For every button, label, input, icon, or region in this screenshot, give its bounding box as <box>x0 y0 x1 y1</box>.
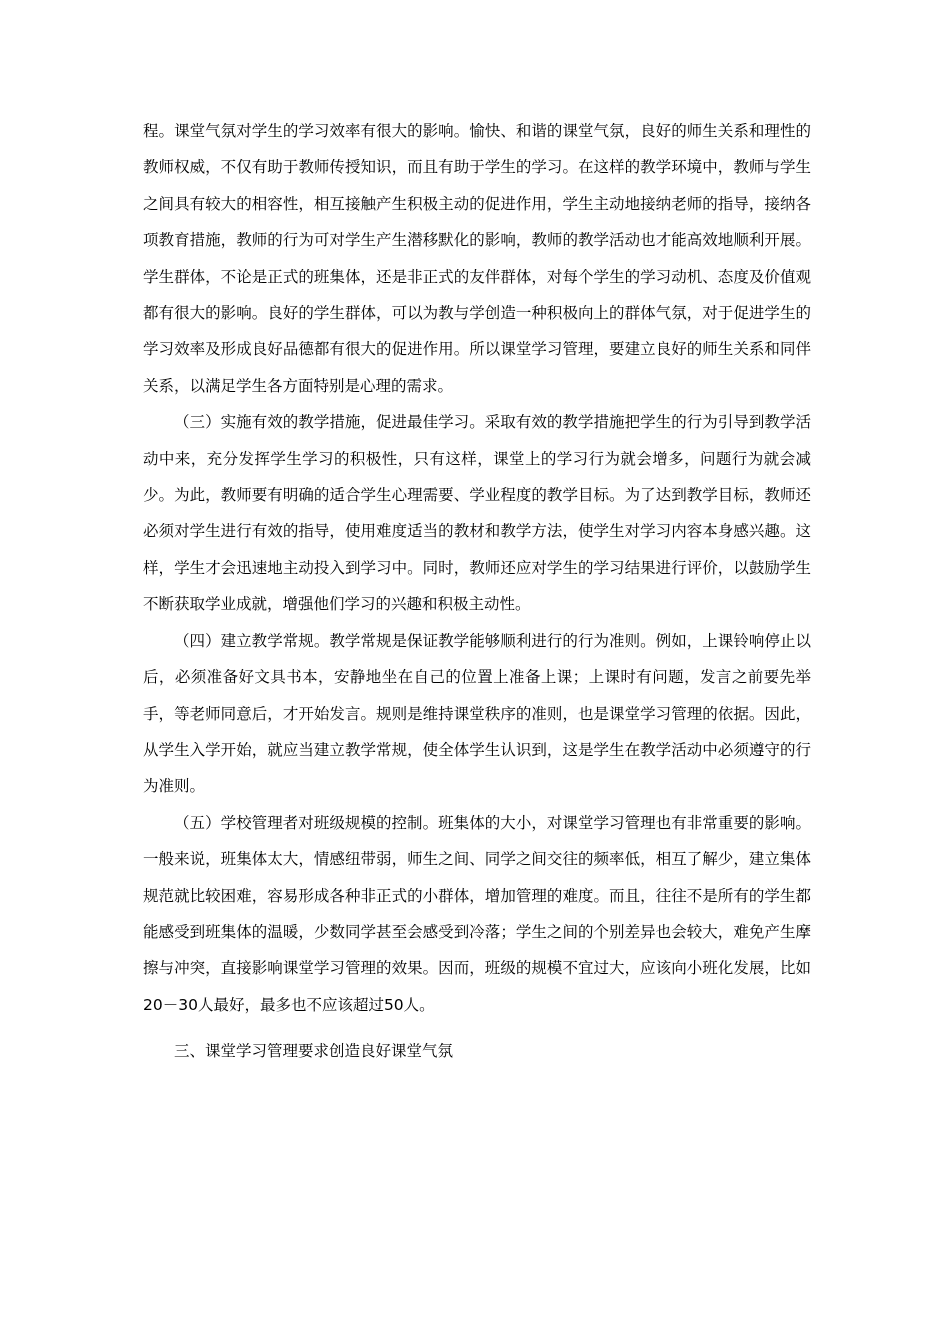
section-heading: 三、课堂学习管理要求创造良好课堂气氛 <box>174 1042 454 1061</box>
paragraph-effective-teaching-measures: （三）实施有效的教学措施，促进最佳学习。采取有效的教学措施把学生的行为引导到教学活动中来，充分发挥学生学习的积极性，只有这样，课堂上的学习行为就会增多，问题行为就会减少。为此，教师要有明确的适合学生心理需要、学业程度的教学目标。为了达到教学目标，教师还必须对学生进行有效的指导，使用难度适当的教材和教学方法，使学生对学习内容本身感兴趣。这样，学生才会迅速地主动投入到学习中。同时，教师还应对学生的学习结果进行评价，以鼓励学生不断获取学业成就，增强他们学习的兴趣和积极主动性。 <box>143 413 811 614</box>
paragraph-class-size-control: （五）学校管理者对班级规模的控制。班集体的大小，对课堂学习管理也有非常重要的影响。一般来说，班集体太大，情感纽带弱，师生之间、同学之间交往的频率低，相互了解少，建立集体规范就比较困难，容易形成各种非正式的小群体，增加管理的难度。而且，往往不是所有的学生都能感受到班集体的温暖，少数同学甚至会感受到冷落；学生之间的个别差异也会较大，难免产生摩擦与冲突，直接影响课堂学习管理的效果。因而，班级的规模不宜过大，应该向小班化发展，比如20－30人最好，最多也不应该超过50人。 <box>143 813 811 1014</box>
document-body <box>143 113 811 1070</box>
paragraph-teaching-routines: （四）建立教学常规。教学常规是保证教学能够顺利进行的行为准则。例如，上课铃响停止以后，必须准备好文具书本，安静地坐在自己的位置上准备上课；上课时有问题，发言之前要先举手，等老师同意后，才开始发言。规则是维持课堂秩序的准则，也是课堂学习管理的依据。因此，从学生入学开始，就应当建立教学常规，使全体学生认识到，这是学生在教学活动中必须遵守的行为准则。 <box>143 631 811 796</box>
paragraph-classroom-atmosphere: 程。课堂气氛对学生的学习效率有很大的影响。愉快、和谐的课堂气氛，良好的师生关系和理性的教师权威，不仅有助于教师传授知识，而且有助于学生的学习。在这样的教学环境中，教师与学生之间具有较大的相容性，相互接触产生积极主动的促进作用，学生主动地接纳老师的指导，接纳各项教育措施，教师的行为可对学生产生潜移默化的影响，教师的教学活动也才能高效地顺利开展。学生群体，不论是正式的班集体，还是非正式的友伴群体，对每个学生的学习动机、态度及价值观都有很大的影响。良好的学生群体，可以为教与学创造一种积极向上的群体气氛，对于促进学生的学习效率及形成良好品德都有很大的促进作用。所以课堂学习管理，要建立良好的师生关系和同伴关系，以满足学生各方面特别是心理的需求。 <box>143 122 811 395</box>
